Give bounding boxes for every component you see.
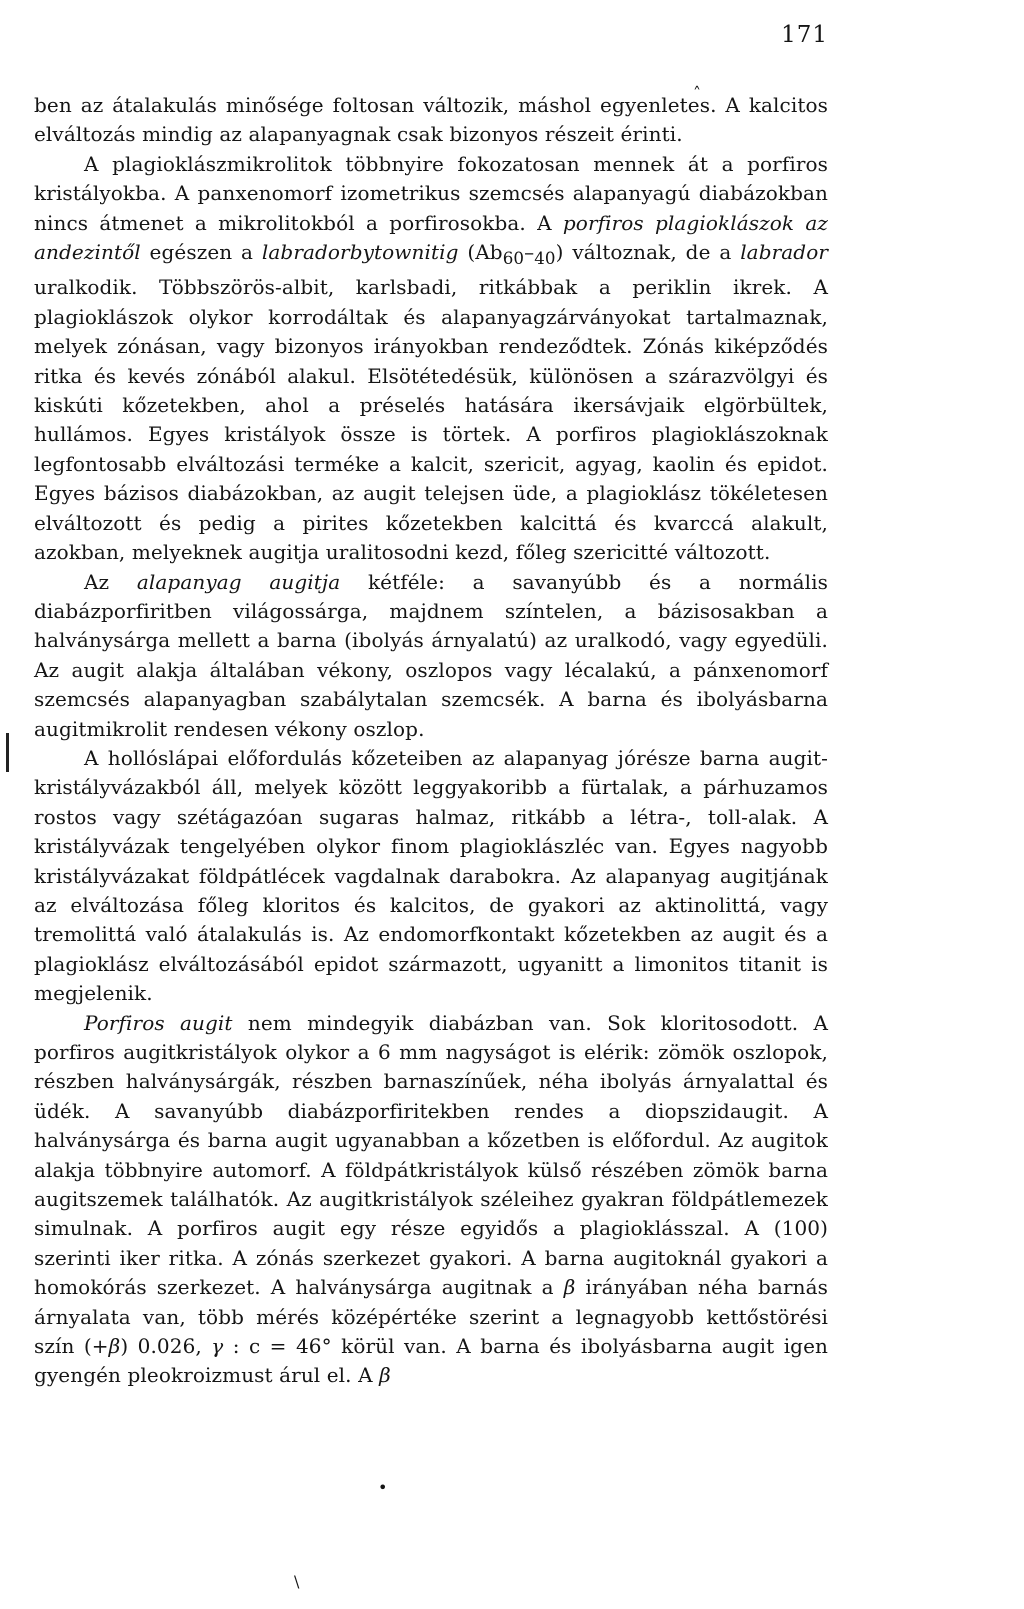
stray-mark: ˰ [693, 70, 701, 89]
stray-mark: • [378, 1478, 388, 1497]
paragraph: Porfiros augit nem mindegyik diabázban van. Sok kloritosodott. A porfiros augitkristályok olykor a 6 mm nagyságot is elérik: zömök oszlopok, részben halványsárgák, részben barnaszínűek, néha ibolyás árnyalattal és üdék. A savanyúbb diabázporfiritekben rendes a diopszidaugit. A halványsárga és barna augit ugyanabban a kőzetben is előfordul. Az augitok alakja többnyire automorf. A földpátkristályok külső részében zömök barna augitszemek találhatók. Az augitkristályok széleihez gyakran földpátlemezek simulnak. A porfiros augit egy része egyidős a plagioklásszal. A (100) szerinti iker ritka. A zónás szerkezet gyakori. A barna augitoknál gyakori a homokórás szerkezet. A halványsárga augitnak a β irányában néha barnás árnyalata van, több mérés középértéke szerint a legnagyobb kettőstörési szín (+β) 0.026, γ : c = 46° körül van. A barna és ibolyásbarna augit igen gyengén pleokroizmust árul el. A β [34, 1010, 829, 1388]
body-text [34, 91, 828, 1391]
stray-mark: \ [294, 1572, 300, 1591]
paragraph: Az alapanyag augitja kétféle: a savanyúbb és a normális diabázporfiritben világossárga, majdnem színtelen, a bázisosakban a halványsárga mellett a barna (ibolyás árnyalatú) az uralkodó, vagy egyedüli. Az augit alakja általában vékony, oszlopos vagy lécalakú, a pánxenomorf szemcsés alapanyagban szabálytalan szemcsék. A barna és ibolyásbarna augitmikrolit rendesen vékony oszlop. [34, 569, 829, 741]
paragraph: ben az átalakulás minősége foltosan változik, máshol egyenletes. A kalcitos elváltozás mindig az alapanyagnak csak bizonyos részeit érinti. [34, 93, 828, 147]
paragraph: A plagioklászmikrolitok többnyire fokozatosan mennek át a porfiros kristályokba. A panxenomorf izometrikus szemcsés alapanyagú diabázokban nincs átmenet a mikrolitokból a porfirosokba. A porfiros plagioklászok az andezintől egészen a labradorbytownitig $(Ab_{60}-_{40})$ változnak, de a labrador uralkodik. Többszörös-albit, karlsbadi, ritkábbak a periklin ikrek. A plagioklászok olykor korrodáltak és alapanyagzárványokat tartalmaznak, melyek zónásan, vagy bizonyos irányokban rendeződtek. Zónás kiképződés ritka és kevés zónából alakul. Elsötétedésük, különösen a szárazvölgyi és kiskúti kőzetekben, ahol a préselés hatására ikersávjaik elgörbültek, hullámos. Egyes kristályok össze is törtek. A porfiros plagioklászoknak legfontosabb elváltozási terméke a kalcit, szericit, agyag, kaolin és epidot. Egyes bázisos diabázokban, az augit telejsen üde, a plagioklász tökéletesen elváltozott és pedig a pirites kőzetekben kalcittá és kvarccá alakult, azokban, melyeknek augitja uralitosodni kezd, főleg szericitté változott. [34, 151, 828, 565]
margin-mark [6, 733, 9, 772]
paragraph: A hollóslápai előfordulás kőzeteiben az alapanyag jórésze barna augit-kristályvázakból áll, melyek között leggyakoribb a fürtalak, a párhuzamos rostos vagy szétágazóan sugaras halmaz, ritkább a létra-, toll-alak. A kristályvázak tengelyében olykor finom plagioklászléc van. Egyes nagyobb kristályvázakat földpátlécek vagdalnak darabokra. Az alapanyag augitjának az elváltozása főleg kloritos és kalcitos, de gyakori az aktinolittá, vagy tremolittá való átalakulás is. Az endomorfkontakt kőzetekben az augit és a plagioklász elváltozásából epidot származott, ugyanitt a limonitos titanit is megjelenik. [34, 745, 828, 1006]
page-number: 171 [781, 22, 828, 48]
